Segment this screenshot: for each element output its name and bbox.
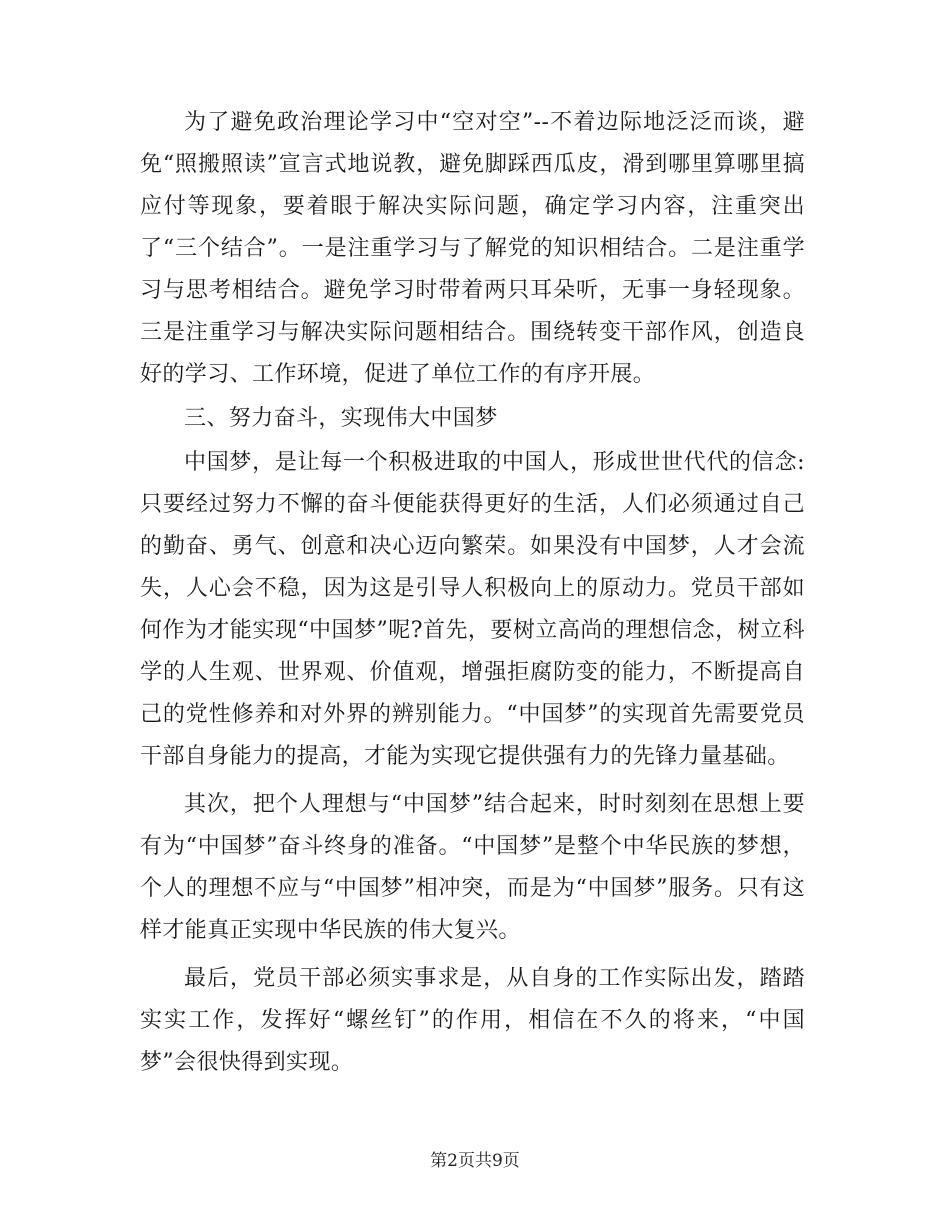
page-number-footer: 第2页共9页 [430, 1151, 520, 1171]
paragraph-secondly: 其次，把个人理想与“中国梦”结合起来，时时刻刻在思想上要有为“中国梦”奋斗终身的准备。“中国梦”是整个中华民族的梦想，个人的理想不应与“中国梦”相冲突，而是为“中国梦”服务。只有这样才能真正实现中华民族的伟大复兴。 [140, 792, 805, 943]
document-body [140, 102, 805, 1084]
paragraph-finally: 最后，党员干部必须实事求是，从自身的工作实际出发，踏踏实实工作，发挥好“螺丝钉”的作用，相信在不久的将来，“中国梦”会很快得到实现。 [140, 966, 805, 1075]
paragraph-chinese-dream: 中国梦，是让每一个积极进取的中国人，形成世世代代的信念:只要经过努力不懈的奋斗便能获得更好的生活，人们必须通过自己的勤奋、勇气、创意和决心迈向繁荣。如果没有中国梦，人才会流失，人心会不稳，因为这是引导人积极向上的原动力。党员干部如何作为才能实现“中国梦”呢?首先，要树立高尚的理想信念，树立科学的人生观、世界观、价值观，增强拒腐防变的能力，不断提高自己的党性修养和对外界的辨别能力。“中国梦”的实现首先需要党员干部自身能力的提高，才能为实现它提供强有力的先锋力量基础。 [140, 450, 805, 769]
section-heading-chinese-dream: 三、努力奋斗，实现伟大中国梦 [184, 406, 498, 431]
paragraph-study-methods: 为了避免政治理论学习中“空对空”--不着边际地泛泛而谈，避免“照搬照读”宣言式地说教，避免脚踩西瓜皮，滑到哪里算哪里搞应付等现象，要着眼于解决实际问题，确定学习内容，注重突出了“三个结合”。一是注重学习与了解党的知识相结合。二是注重学习与思考相结合。避免学习时带着两只耳朵听，无事一身轻现象。三是注重学习与解决实际问题相结合。围绕转变干部作风，创造良好的学习、工作环境，促进了单位工作的有序开展。 [140, 110, 805, 387]
